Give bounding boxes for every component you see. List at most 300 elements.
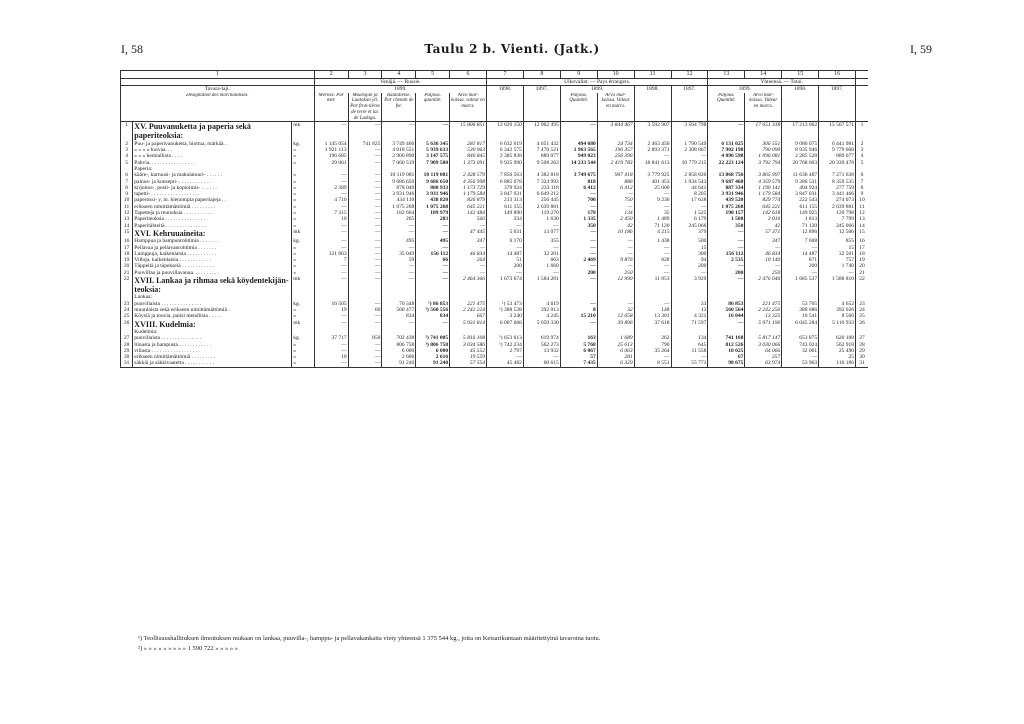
cell-col-4: 10 119 081 [382, 172, 416, 178]
cell-col-16: 15 [819, 245, 856, 251]
cell-col-12: 245 066 [671, 223, 708, 229]
cell-col-3: — [348, 348, 382, 354]
row-number-right: 12 [856, 210, 868, 216]
row-label: XVI. Kehruuaineita: [133, 229, 292, 238]
cell-col-7: — [486, 245, 523, 251]
cell-col-8: 4 382 818 [523, 172, 560, 178]
cell-col-12: 1 525 [671, 210, 708, 216]
cell-col-5: 9 686 650 [416, 179, 450, 185]
cell-col-2: — [314, 172, 348, 178]
row-unit: kg. [292, 238, 315, 244]
cell-col-5: ³) 806 758 [416, 342, 450, 348]
row-label: Lumppuja, kaikenlaisia . . . . . . . . . . . [133, 251, 292, 257]
cell-col-14: 63 974 [745, 360, 782, 367]
cell-col-13: — [708, 263, 745, 269]
col-num-10: 10 [597, 71, 634, 79]
cell-col-4: 702 438 [382, 335, 416, 341]
cell-col-14: — [745, 263, 782, 269]
cell-col-12: 33 [671, 301, 708, 307]
group-venaja: Venäjä. — Russie. [314, 78, 486, 85]
row-label: Puuvillaa ja puuvillavanua. . . . . . . . . . [133, 270, 292, 276]
cell-col-14: 142 618 [745, 210, 782, 216]
cell-col-16: 855 [819, 238, 856, 244]
row-unit: » [292, 147, 315, 153]
cell-col-12: 2 308 867 [671, 147, 708, 153]
rautatietse-label: Rautatietse. Par chemin de fer. [382, 93, 416, 122]
row-label: XV. Puuvanuketta ja paperia sekä paperiteoksia: [133, 122, 292, 141]
row-number: 24 [121, 307, 133, 313]
cell-col-13: 7 902 198 [708, 147, 745, 153]
cell-col-15: 16 541 [782, 313, 819, 319]
cell-col-3: — [348, 191, 382, 197]
cell-col-2: — [314, 348, 348, 354]
cell-col-7: 6 632 619 [486, 141, 523, 147]
cell-col-11: 35 [634, 210, 671, 216]
cell-col-12: 4 321 [671, 313, 708, 319]
designation-label: Désignation des marchandises. [121, 93, 315, 122]
cell-col-7: 213 313 [486, 197, 523, 203]
cell-col-3: 741 825 [348, 141, 382, 147]
cell-col-4: 560 477 [382, 307, 416, 313]
cell-col-15: 7 608 [782, 238, 819, 244]
row-number: 12 [121, 210, 133, 216]
cell-col-3: — [348, 301, 382, 307]
total-paljous-label: Paljous. Quantité. [708, 93, 745, 122]
cell-col-7: 3 240 [486, 313, 523, 319]
cell-col-12: 134 [671, 335, 708, 341]
cell-col-15: 53 705 [782, 301, 819, 307]
cell-col-11: — [634, 191, 671, 197]
cell-col-6: 1 173 729 [450, 185, 487, 191]
export-table [120, 70, 868, 368]
cell-col-8: 32 201 [523, 251, 560, 257]
cell-col-10: 2 450 [597, 216, 634, 222]
table-row [121, 229, 869, 238]
cell-col-11: — [634, 263, 671, 269]
row-number-right: 24 [856, 307, 868, 313]
cell-col-3: — [348, 172, 382, 178]
cell-col-11: 2 893 371 [634, 147, 671, 153]
page-number-right: I, 59 [910, 42, 932, 56]
cell-col-2: 16 505 [314, 301, 348, 307]
cell-col-6: 566 [450, 216, 487, 222]
cell-col-5: 834 [416, 313, 450, 319]
cell-col-4: 2 606 [382, 354, 416, 360]
cell-col-3: — [348, 257, 382, 263]
col-num-14: 14 [745, 71, 782, 79]
cell-col-2: 121 063 [314, 251, 348, 257]
row-number-right: 8 [856, 185, 868, 191]
cell-col-13: 812 526 [708, 342, 745, 348]
row-number: 10 [121, 197, 133, 203]
cell-col-4: — [382, 122, 416, 141]
cell-col-13: 9 687 468 [708, 179, 745, 185]
row-number: 28 [121, 342, 133, 348]
row-unit: » [292, 216, 315, 222]
column-number-row [121, 71, 869, 79]
col-num-3: 3 [348, 71, 382, 79]
row-unit: » [292, 191, 315, 197]
cell-col-4: — [382, 270, 416, 276]
cell-col-14: 3 792 794 [745, 160, 782, 166]
row-number-right: 4 [856, 153, 868, 159]
cell-col-12: 94 [671, 257, 708, 263]
cell-col-6: 645 221 [450, 204, 487, 210]
cell-col-9: 8 [560, 307, 597, 313]
row-number-right: 11 [856, 204, 868, 210]
cell-col-4: 3 749 466 [382, 141, 416, 147]
cell-col-10: 3 844 467 [597, 122, 634, 141]
cell-col-15: 8 935 946 [782, 147, 819, 153]
cell-col-9: 163 [560, 335, 597, 341]
cell-col-15: 20 768 603 [782, 160, 819, 166]
cell-col-15: — [782, 245, 819, 251]
cell-col-15: 404 924 [782, 185, 819, 191]
cell-col-16: 8 566 [819, 313, 856, 319]
cell-col-14: 10 140 [745, 257, 782, 263]
cell-col-5: ²) 741 005 [416, 335, 450, 341]
cell-col-2: — [314, 191, 348, 197]
cell-col-10: 2 419 783 [597, 160, 634, 166]
cell-col-11: 11 853 [634, 276, 671, 294]
row-label: liinasta ja hampusta . . . . . . . . . . . . [133, 342, 292, 348]
cell-col-3: — [348, 229, 382, 238]
cell-col-4: 4 018 551 [382, 147, 416, 153]
cell-col-8: 4 651 432 [523, 141, 560, 147]
cell-col-9: 7 435 [560, 360, 597, 367]
cell-col-7: 200 [486, 263, 523, 269]
cell-col-5: ¹) 86 853 [416, 301, 450, 307]
row-number-right: 30 [856, 354, 868, 360]
row-number-right: 10 [856, 197, 868, 203]
cell-col-7: 7 856 563 [486, 172, 523, 178]
cell-col-6: 5 931 814 [450, 320, 487, 329]
year-1898-ulko: 1898. [634, 86, 671, 93]
cell-col-11: — [634, 251, 671, 257]
cell-col-11: 3 592 907 [634, 122, 671, 141]
cell-col-6: 45 552 [450, 348, 487, 354]
row-label: XVII. Lankaa ja rihmaa sekä köydentekijän-teoksia: [133, 276, 292, 294]
cell-col-7: 149 890 [486, 210, 523, 216]
cell-col-15: 200 [782, 263, 819, 269]
cell-col-10: 6 329 [597, 360, 634, 367]
row-number-right: 20 [856, 263, 868, 269]
cell-col-2: 1 921 113 [314, 147, 348, 153]
row-label: XVIII. Kudelmia: [133, 320, 292, 329]
cell-col-12: 6 179 [671, 216, 708, 222]
cell-col-16: 3 441 466 [819, 191, 856, 197]
col-num-2: 2 [314, 71, 348, 79]
row-label: villasta . . . . . . . . . . . . . . . . . . [133, 348, 292, 354]
cell-col-11: 828 [634, 257, 671, 263]
row-number-right: 14 [856, 223, 868, 229]
row-number: 16 [121, 238, 133, 244]
cell-col-5: 3 931 946 [416, 191, 450, 197]
row-label: puuvillaista . . . . . . . . . . . . . . . [133, 301, 292, 307]
cell-col-9: 200 [560, 270, 597, 276]
cell-col-9: 350 [560, 223, 597, 229]
row-number-right: 7 [856, 179, 868, 185]
cell-col-16: 120 798 [819, 210, 856, 216]
cell-col-4: 7 060 519 [382, 160, 416, 166]
cell-col-12: — [671, 204, 708, 210]
cell-col-3: — [348, 238, 382, 244]
cell-col-8: 663 [523, 257, 560, 263]
cell-col-4: — [382, 320, 416, 329]
cell-col-4: 434 110 [382, 197, 416, 203]
cell-col-2: — [314, 204, 348, 210]
cell-col-6: 840 845 [450, 153, 487, 159]
cell-col-3: — [348, 263, 382, 269]
cell-col-14: 17 651 318 [745, 122, 782, 141]
cell-col-11: — [634, 354, 671, 360]
cell-col-9: 6 067 [560, 348, 597, 354]
row-number: 4 [121, 153, 133, 159]
cell-col-2: 2 389 [314, 185, 348, 191]
year-1897-venaja: 1897. [523, 86, 560, 93]
row-number-right: 25 [856, 313, 868, 319]
cell-col-13: 86 853 [708, 301, 745, 307]
cell-col-16: 8 359 535 [819, 179, 856, 185]
row-label: Köysiä ja touvia, paitsi metallista . . . . . [133, 313, 292, 319]
cell-col-16: 274 073 [819, 197, 856, 203]
cell-col-2: 4 710 [314, 197, 348, 203]
cell-col-15: 222 543 [782, 197, 819, 203]
row-unit: kg. [292, 141, 315, 147]
cell-col-6: 530 963 [450, 147, 487, 153]
row-number: 9 [121, 191, 133, 197]
cell-col-14: 42 [745, 223, 782, 229]
cell-col-16: 12 506 [819, 229, 856, 238]
cell-col-13: 10 025 [708, 348, 745, 354]
cell-col-5: — [416, 320, 450, 329]
cell-col-12: — [671, 354, 708, 360]
cell-col-2: 7 315 [314, 210, 348, 216]
row-unit: » [292, 342, 315, 348]
cell-col-2: 196 685 [314, 153, 348, 159]
cell-col-6: 2 464 366 [450, 276, 487, 294]
row-number-right: 1 [856, 122, 868, 141]
cell-col-10: 256 396 [597, 153, 634, 159]
cell-col-5: — [416, 229, 450, 238]
cell-col-5: 495 [416, 238, 450, 244]
cell-col-13: 190 157 [708, 210, 745, 216]
cell-col-6: 221 475 [450, 301, 487, 307]
cell-col-7: 6 342 575 [486, 147, 523, 153]
cell-col-2: — [314, 360, 348, 367]
cell-col-15: 653 875 [782, 335, 819, 341]
cell-col-4: 35 049 [382, 251, 416, 257]
cell-col-11: 1 438 [634, 238, 671, 244]
cell-col-9: 2 469 [560, 257, 597, 263]
cell-col-16: 5 110 933 [819, 320, 856, 329]
cell-col-6: 264 [450, 257, 487, 263]
row-number: 5 [121, 160, 133, 166]
cell-col-5: 66 [416, 257, 450, 263]
row-number: 22 [121, 276, 133, 294]
cell-col-8: 9 508 263 [523, 160, 560, 166]
col-num-12: 12 [671, 71, 708, 79]
cell-col-7: 14 487 [486, 251, 523, 257]
cell-col-12: 3 929 [671, 276, 708, 294]
row-number: 23 [121, 301, 133, 307]
cell-col-10: — [597, 251, 634, 257]
group-ulkovallat: Ulkovallat. — Pays étrangers. [486, 78, 707, 85]
cell-col-13: 741 168 [708, 335, 745, 341]
cell-col-12: 17 628 [671, 197, 708, 203]
ulko-arvo-label: Arvo mar-koissa. Valeur en marcs. [597, 93, 634, 122]
row-unit: » [292, 197, 315, 203]
cell-col-5: 91 240 [416, 360, 450, 367]
cell-col-4: 6 000 [382, 348, 416, 354]
cell-col-2: 1 145 054 [314, 141, 348, 147]
cell-col-9: — [560, 191, 597, 197]
row-unit: mk [292, 276, 315, 294]
cell-col-3: — [348, 153, 382, 159]
cell-col-15: 149 925 [782, 210, 819, 216]
cell-col-15: 743 024 [782, 342, 819, 348]
cell-col-3: — [348, 185, 382, 191]
cell-col-6: 47 445 [450, 229, 487, 238]
cell-col-10: 32 [597, 307, 634, 313]
cell-col-2: 19 [314, 307, 348, 313]
row-label: Villoja, kaikenlaisia . . . . . . . . . . . . [133, 257, 292, 263]
row-number: 14 [121, 223, 133, 229]
cell-col-8: 619 974 [523, 335, 560, 341]
row-number-right: 19 [856, 257, 868, 263]
cell-col-2: — [314, 313, 348, 319]
cell-col-14: 13 325 [745, 313, 782, 319]
row-number-right: 23 [856, 301, 868, 307]
cell-col-7: 6 170 [486, 238, 523, 244]
cell-col-13: — [708, 245, 745, 251]
row-number-right: 2 [856, 141, 868, 147]
row-number-right: 17 [856, 245, 868, 251]
cell-col-10: — [597, 245, 634, 251]
row-label: painos- ja konsepti- . . . . . . . . . . . . [133, 179, 292, 185]
cell-col-15: 2 285 528 [782, 153, 819, 159]
cell-col-10: 886 [597, 179, 634, 185]
cell-col-4: 182 664 [382, 210, 416, 216]
row-number: 2 [121, 141, 133, 147]
cell-col-4: 9 686 650 [382, 179, 416, 185]
cell-col-2: — [314, 238, 348, 244]
cell-col-13: 156 112 [708, 251, 745, 257]
cell-col-15: 611 155 [782, 204, 819, 210]
cell-col-10: — [597, 301, 634, 307]
year-1898-venaja: 1898. [486, 86, 523, 93]
cell-col-13: 22 223 124 [708, 160, 745, 166]
cell-col-12: — [671, 153, 708, 159]
cell-col-16: 562 918 [819, 342, 856, 348]
cell-col-16: 392 026 [819, 307, 856, 313]
col-num-13: 13 [708, 71, 745, 79]
cell-col-10: — [597, 238, 634, 244]
cell-col-12: 71 597 [671, 320, 708, 329]
row-label: Hamppua ja hampunrohtimia . . . . . . . [133, 238, 292, 244]
cell-col-7: 2 385 838 [486, 153, 523, 159]
row-number: 20 [121, 263, 133, 269]
row-unit: » [292, 179, 315, 185]
cell-col-13: 16 044 [708, 313, 745, 319]
row-unit: » [292, 263, 315, 269]
row-number: 30 [121, 354, 133, 360]
cell-col-8: 119 270 [523, 210, 560, 216]
cell-col-8: 13 932 [523, 348, 560, 354]
cell-col-14: 347 [745, 238, 782, 244]
cell-col-5: 5 636 345 [416, 141, 450, 147]
cell-col-11: 401 453 [634, 179, 671, 185]
cell-col-7: 13 620 150 [486, 122, 523, 141]
cell-col-4: 1 075 268 [382, 204, 416, 210]
cell-col-8: 2 639 881 [523, 204, 560, 210]
cell-col-9: 178 [560, 210, 597, 216]
table-row [121, 122, 869, 141]
cell-col-14: 1 190 141 [745, 185, 782, 191]
cell-col-7: ¹) 388 538 [486, 307, 523, 313]
cell-col-7: ¹) 53 473 [486, 301, 523, 307]
cell-col-8: 392 013 [523, 307, 560, 313]
cell-col-15: 12 896 [782, 229, 819, 238]
cell-col-5: 156 112 [416, 251, 450, 257]
cell-col-8: 7 324 993 [523, 179, 560, 185]
cell-col-16: 116 186 [819, 360, 856, 367]
row-number: 8 [121, 185, 133, 191]
row-number: 27 [121, 335, 133, 341]
cell-col-9: 5 768 [560, 342, 597, 348]
cell-col-10: 25 613 [597, 342, 634, 348]
cell-col-2: 29 061 [314, 160, 348, 166]
col-num-1: 1 [121, 71, 315, 79]
row-number: 1 [121, 122, 133, 141]
cell-col-7: 9 935 990 [486, 160, 523, 166]
cell-col-6: 667 [450, 313, 487, 319]
cell-col-11: 9 230 [634, 197, 671, 203]
cell-col-3: — [348, 216, 382, 222]
cell-col-15: 9 286 531 [782, 179, 819, 185]
cell-col-7: ¹) 653 613 [486, 335, 523, 341]
cell-col-5: 880 933 [416, 185, 450, 191]
cell-col-15: 1 685 537 [782, 276, 819, 294]
subheader-row [121, 93, 869, 122]
row-label: kirjoitus-, posti- ja kopioimis- . . . . . . [133, 185, 292, 191]
row-unit: » [292, 313, 315, 319]
cell-col-9: 15 210 [560, 313, 597, 319]
cell-col-6: 5 816 108 [450, 335, 487, 341]
cell-col-2: 7 [314, 257, 348, 263]
cell-col-3: — [348, 342, 382, 348]
cell-col-3: — [348, 204, 382, 210]
cell-col-4: — [382, 245, 416, 251]
cell-col-7: — [486, 270, 523, 276]
cell-col-6: 1 179 584 [450, 191, 487, 197]
year-1897-ulko: 1897. [671, 86, 708, 93]
cell-col-16: 889 077 [819, 153, 856, 159]
cell-col-10: 250 [597, 270, 634, 276]
cell-col-2: 37 717 [314, 335, 348, 341]
cell-col-3: — [348, 160, 382, 166]
row-label: Pahvia. . . . . . . . . . . . . . . . . [133, 160, 292, 166]
cell-col-12: 8 205 [671, 191, 708, 197]
row-number-right: 22 [856, 276, 868, 294]
row-unit: mk [292, 229, 315, 238]
cell-col-16: — [819, 270, 856, 276]
year-1898-total: 1898. [782, 86, 819, 93]
cell-col-16: 7 271 638 [819, 172, 856, 178]
row-unit: » [292, 270, 315, 276]
cell-col-2: — [314, 223, 348, 229]
cell-col-11: — [634, 270, 671, 276]
